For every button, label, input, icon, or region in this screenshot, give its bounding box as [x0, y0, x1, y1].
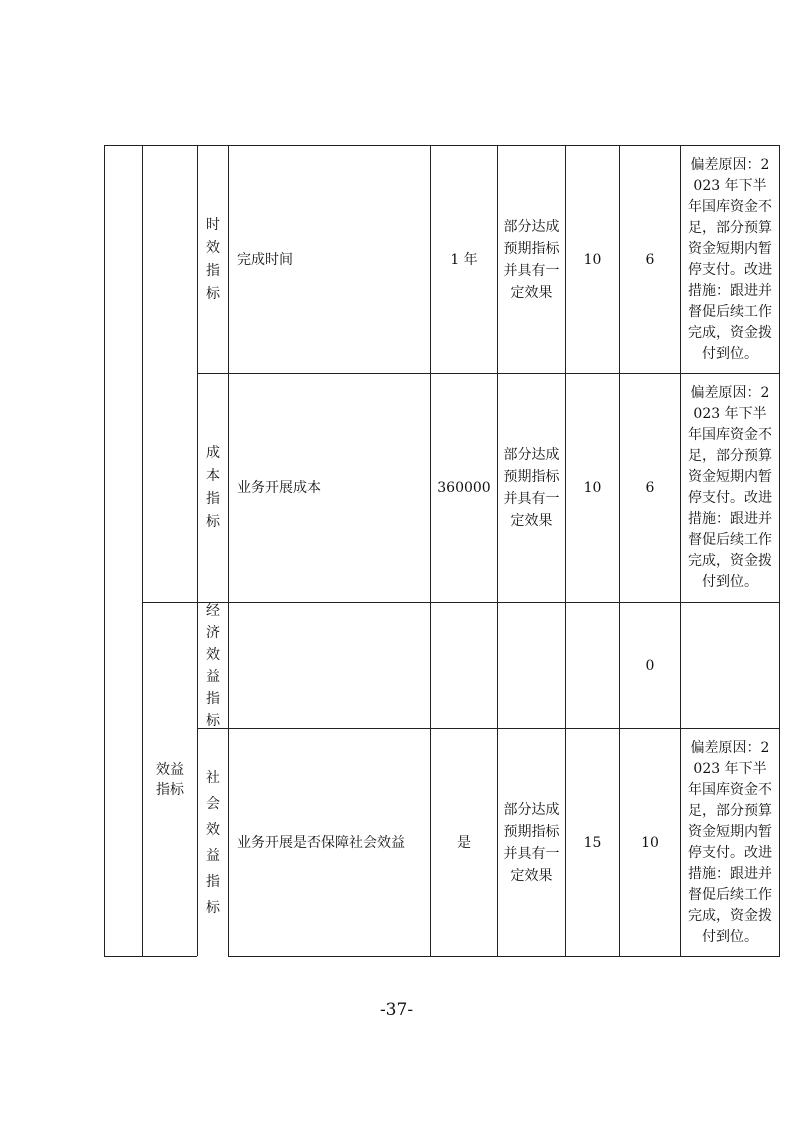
actual-cell: [498, 146, 565, 373]
actual-cell: [498, 374, 565, 602]
indicator-label: 完成时间: [237, 251, 293, 268]
target-value: 是: [457, 834, 471, 851]
target-value: 360000: [437, 480, 491, 496]
indicator-cell: [229, 146, 430, 373]
deviation-reason-text: 偏差原因：2023 年下半年国库资金不足，部分预算资金短期内暂停支付。改进措施：跟进并督促后续工作完成，资金拨付到位。: [688, 739, 772, 945]
score-value: 0: [645, 657, 655, 674]
subcategory-cell: [198, 374, 228, 602]
indicator-cell: [229, 729, 430, 956]
reason-cell: [681, 729, 779, 956]
target-value: 1 年: [450, 251, 478, 268]
score-cell: [620, 603, 680, 728]
weight-cell: [566, 146, 619, 373]
page-number: -37-: [379, 1000, 414, 1020]
weight-value: 15: [583, 834, 602, 851]
target-cell: [431, 374, 497, 602]
score-cell: [620, 729, 680, 956]
reason-cell: [681, 374, 779, 602]
weight-cell: [566, 603, 619, 728]
subcategory-label: 成本指标: [206, 445, 220, 530]
target-cell: [431, 146, 497, 373]
category-benefit-cell: [143, 603, 197, 956]
score-cell: [620, 374, 680, 602]
subcategory-cell: [198, 729, 228, 956]
target-cell: [431, 603, 497, 728]
score-value: 6: [645, 480, 655, 496]
subcategory-cell: [198, 146, 228, 373]
deviation-reason-text: 偏差原因：2023 年下半年国库资金不足，部分预算资金短期内暂停支付。改进措施：跟进并督促后续工作完成，资金拨付到位。: [688, 156, 772, 362]
target-cell: [431, 729, 497, 956]
category-benefit-label: 效益指标: [156, 761, 184, 798]
indicator-label: 业务开展成本: [237, 480, 321, 496]
weight-value: 10: [583, 480, 602, 496]
indicator-label: 业务开展是否保障社会效益: [237, 834, 405, 851]
actual-value: 部分达成预期指标并具有一定效果: [503, 218, 560, 301]
score-value: 6: [645, 251, 655, 268]
actual-cell: [498, 729, 565, 956]
indicator-cell: [229, 603, 430, 728]
reason-cell: [681, 603, 779, 728]
actual-cell: [498, 603, 565, 728]
reason-cell: [681, 146, 779, 373]
score-value: 10: [641, 834, 659, 851]
actual-value: 部分达成预期指标并具有一定效果: [503, 801, 560, 884]
subcategory-label: 时效指标: [206, 216, 220, 302]
deviation-reason-text: 偏差原因：2023 年下半年国库资金不足，部分预算资金短期内暂停支付。改进措施：跟进并督促后续工作完成，资金拨付到位。: [688, 385, 772, 590]
score-cell: [620, 146, 680, 373]
weight-cell: [566, 729, 619, 956]
subcategory-cell: [198, 603, 228, 728]
subcategory-label: 社会效益指标: [206, 769, 220, 916]
actual-value: 部分达成预期指标并具有一定效果: [503, 447, 560, 529]
weight-cell: [566, 374, 619, 602]
indicator-cell: [229, 374, 430, 602]
weight-value: 10: [583, 251, 602, 268]
subcategory-label: 经济效益指标: [206, 602, 220, 729]
